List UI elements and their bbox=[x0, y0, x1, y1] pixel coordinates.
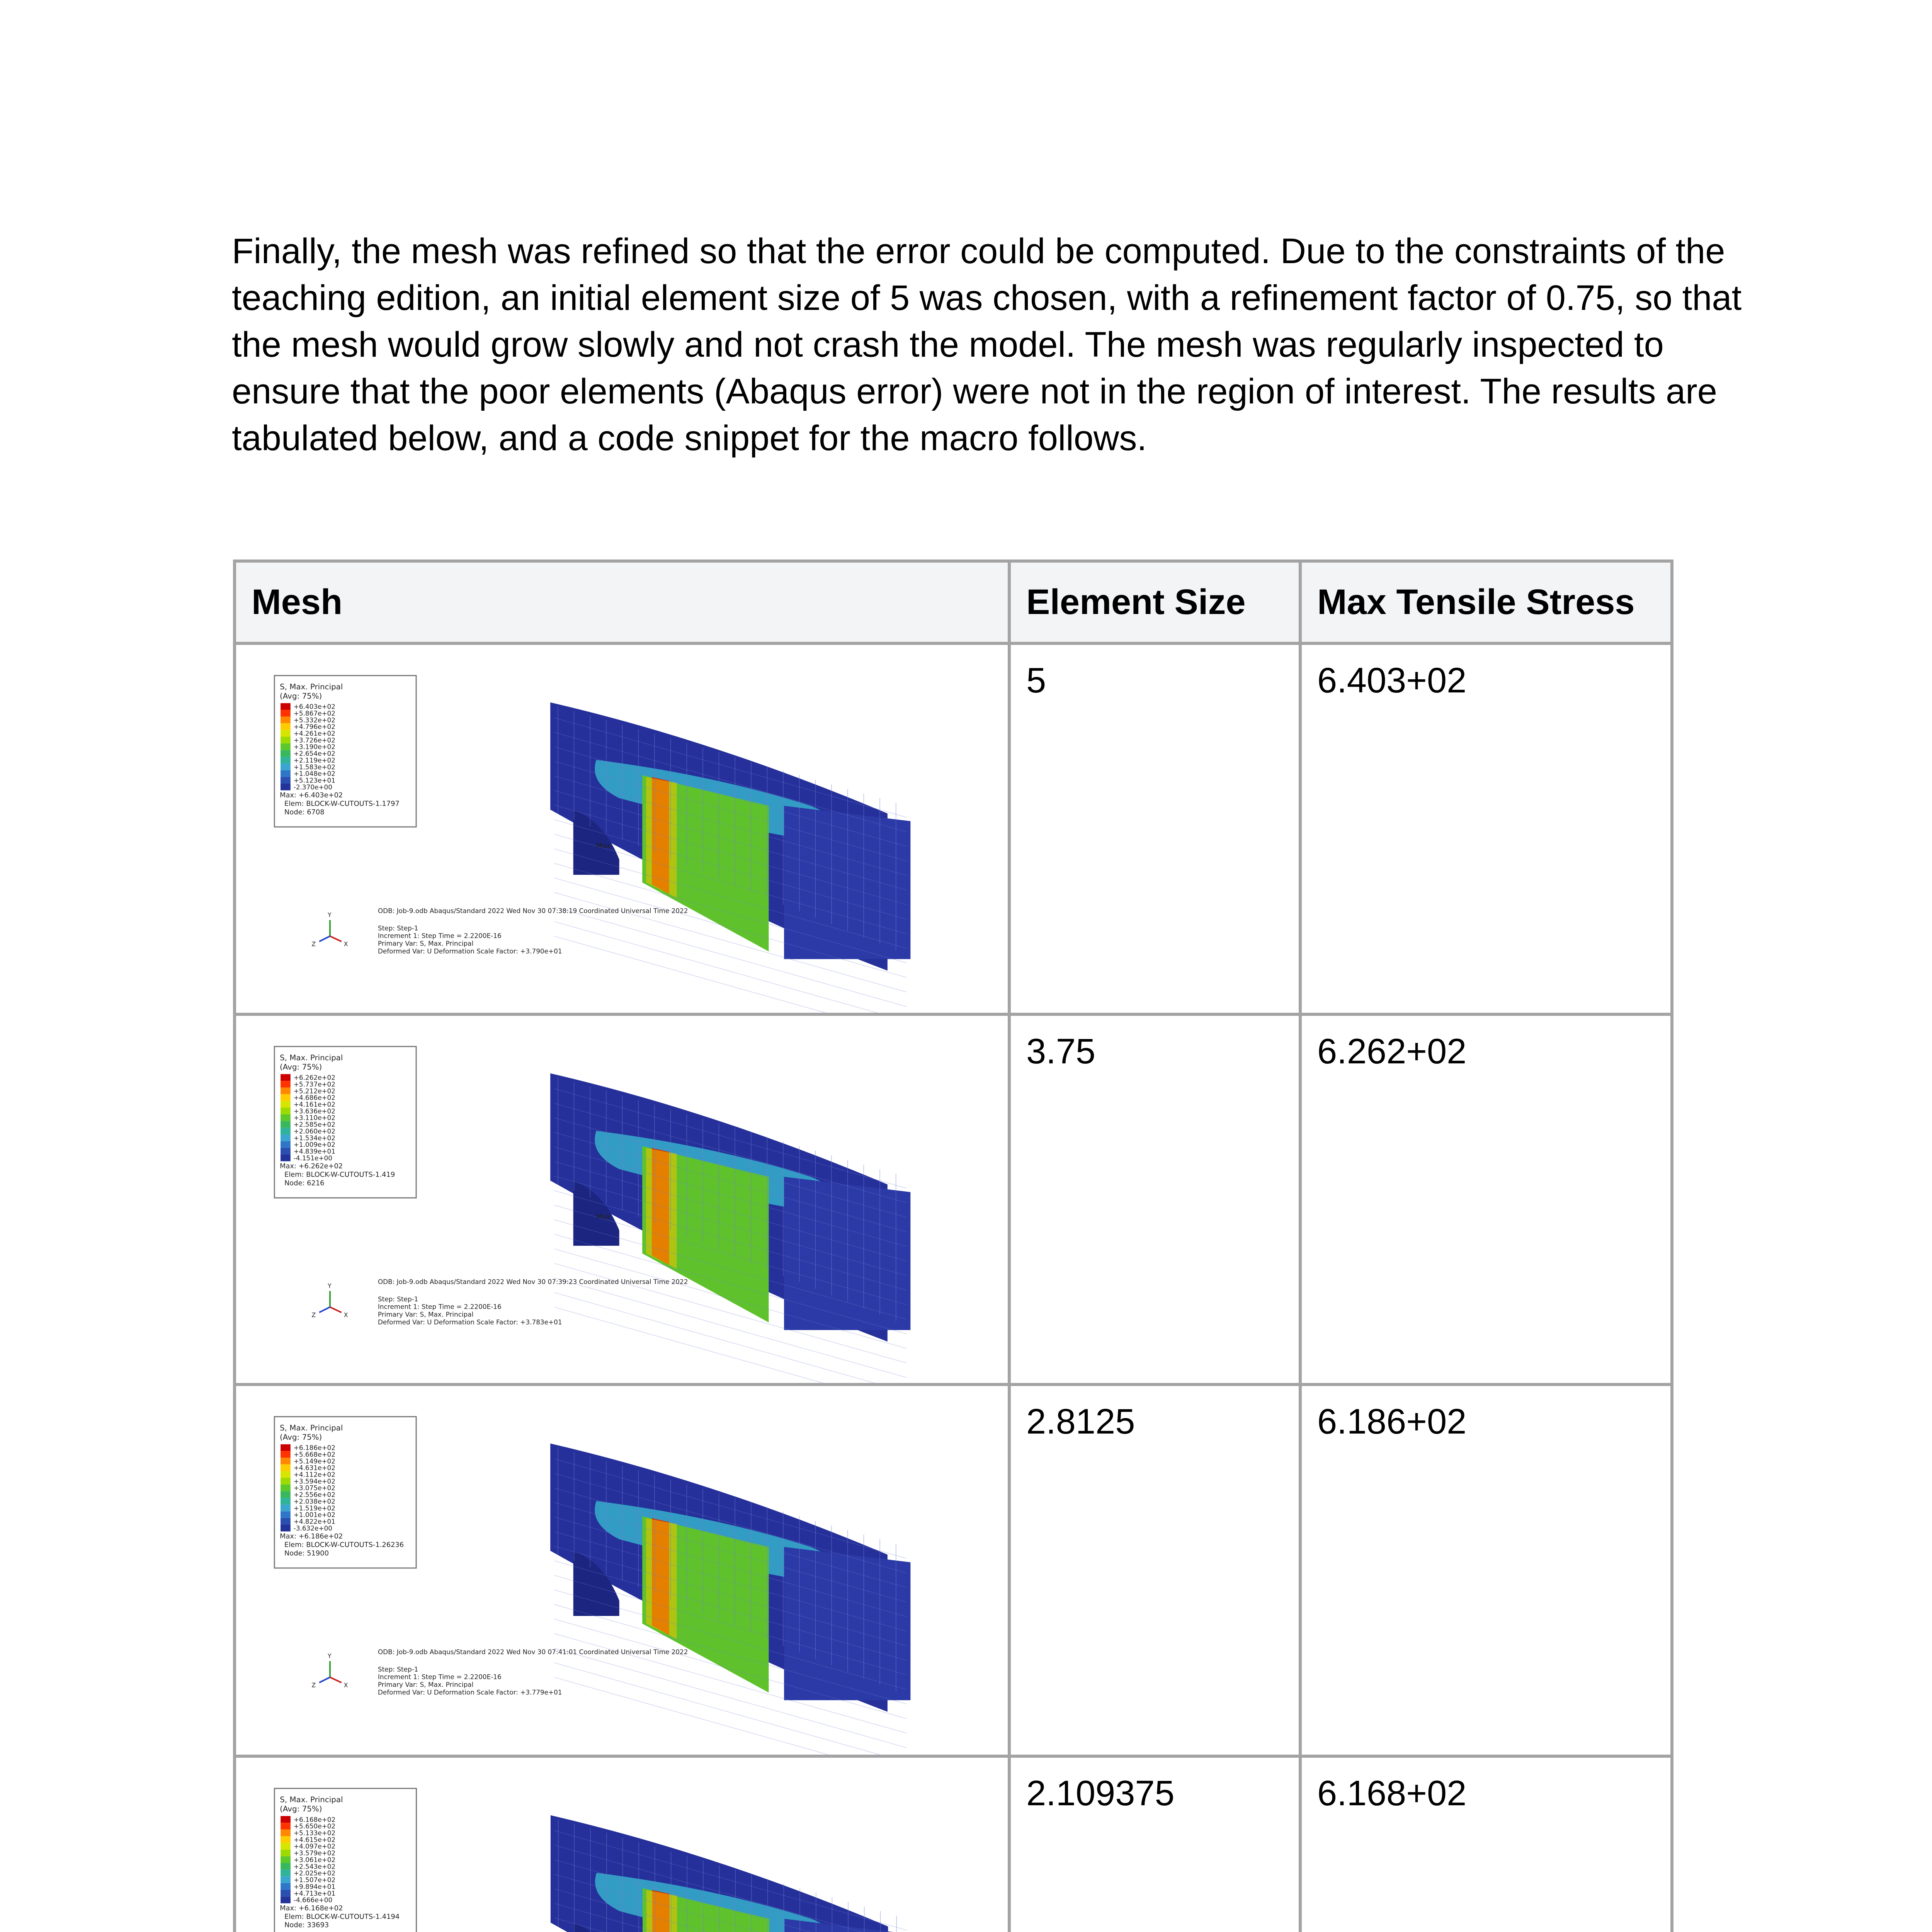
legend-swatch bbox=[281, 1850, 291, 1856]
triad-y-label: Y bbox=[328, 911, 332, 919]
step-info: Step: Step-1 bbox=[378, 924, 418, 932]
primary-var-info: Primary Var: S, Max. Principal bbox=[378, 939, 474, 947]
legend-value: +4.631e+02 bbox=[293, 1464, 336, 1472]
legend-swatch bbox=[281, 1108, 291, 1114]
legend-value: +2.038e+02 bbox=[293, 1497, 336, 1505]
legend-max: Max: +6.403e+02 bbox=[280, 791, 343, 799]
deformed-beam bbox=[550, 1444, 910, 1755]
legend-avg: (Avg: 75%) bbox=[280, 1804, 322, 1813]
triad-z-label: Z bbox=[311, 1311, 316, 1319]
triad-y-label: Y bbox=[328, 1282, 332, 1290]
legend-value: +4.615e+02 bbox=[293, 1835, 336, 1844]
legend-value: +2.585e+02 bbox=[293, 1121, 335, 1129]
legend-max: Max: +6.186e+02 bbox=[280, 1532, 343, 1541]
legend-value: +4.822e+01 bbox=[293, 1517, 336, 1526]
max-marker-label: Max bbox=[596, 842, 611, 850]
legend-node: Node: 6708 bbox=[284, 808, 325, 816]
legend-value: +5.668e+02 bbox=[293, 1450, 336, 1458]
mesh-image-cell bbox=[235, 1014, 1009, 1384]
legend-swatch bbox=[281, 777, 291, 784]
legend-avg: (Avg: 75%) bbox=[280, 691, 322, 701]
deformed-var-info: Deformed Var: U Deformation Scale Factor: +3.779e+01 bbox=[378, 1688, 562, 1696]
triad-x-label: X bbox=[344, 1681, 348, 1689]
legend-value: +3.190e+02 bbox=[293, 743, 335, 751]
results-table bbox=[233, 560, 1673, 1932]
legend-value: +3.636e+02 bbox=[293, 1107, 335, 1115]
legend-elem: Elem: BLOCK-W-CUTOUTS-1.419 bbox=[284, 1170, 395, 1179]
triad-x-label: X bbox=[344, 940, 348, 948]
legend-value: +5.133e+02 bbox=[293, 1829, 336, 1837]
legend-value: +1.009e+02 bbox=[293, 1141, 335, 1149]
legend-value: +2.119e+02 bbox=[293, 756, 335, 764]
legend-max: Max: +6.262e+02 bbox=[280, 1162, 343, 1170]
legend-swatch bbox=[281, 1843, 291, 1849]
legend-swatch bbox=[281, 1148, 291, 1155]
step-info: Step: Step-1 bbox=[378, 1665, 418, 1673]
legend-swatch bbox=[281, 1856, 291, 1863]
odb-info: ODB: Job-9.odb Abaqus/Standard 2022 Wed Nov 30 07:39:23 Coordinated Universal Time 2022 bbox=[378, 1278, 688, 1286]
legend-swatch bbox=[281, 1491, 291, 1498]
odb-info: ODB: Job-9.odb Abaqus/Standard 2022 Wed Nov 30 07:38:19 Coordinated Universal Time 2022 bbox=[378, 907, 688, 915]
legend-swatch bbox=[281, 716, 291, 723]
legend-swatch bbox=[281, 1087, 291, 1094]
legend-value: +5.867e+02 bbox=[293, 709, 335, 717]
intro-paragraph: Finally, the mesh was refined so that the error could be computed. Due to the constraints of the teaching edition, an initial element size of 5 was chosen, with a refinement factor of 0.75, so that the mesh would grow slowly and not crash the model. The mesh was regularly inspected to ensure that the poor elements (Abaqus error) were not in the region of interest. The results are tabulated below, and a code snippet for the macro follows. bbox=[232, 231, 1742, 458]
legend-swatch bbox=[281, 1876, 291, 1883]
odb-info: ODB: Job-9.odb Abaqus/Standard 2022 Wed Nov 30 07:41:01 Coordinated Universal Time 2022 bbox=[378, 1648, 688, 1656]
triad-y-label: Y bbox=[328, 1652, 332, 1660]
fea-contour-plot bbox=[236, 1016, 1011, 1383]
beam-end-block bbox=[784, 1547, 910, 1701]
legend-swatch bbox=[281, 1081, 291, 1087]
max-marker-label: Max bbox=[596, 1213, 611, 1221]
legend-avg: (Avg: 75%) bbox=[280, 1432, 322, 1442]
legend-swatch bbox=[281, 1141, 291, 1148]
legend-swatch bbox=[281, 1485, 291, 1491]
legend-value: +5.650e+02 bbox=[293, 1822, 336, 1830]
legend-swatch bbox=[281, 1816, 291, 1823]
legend-swatch bbox=[281, 1128, 291, 1134]
triad-z-label: Z bbox=[311, 1681, 316, 1689]
header-max-tensile-stress: Max Tensile Stress bbox=[1300, 561, 1672, 643]
table-row bbox=[235, 1756, 1672, 1932]
legend-value: +4.112e+02 bbox=[293, 1471, 336, 1479]
legend-node: Node: 51900 bbox=[284, 1549, 329, 1558]
legend-swatch bbox=[281, 1134, 291, 1141]
legend-elem: Elem: BLOCK-W-CUTOUTS-1.4194 bbox=[284, 1912, 400, 1921]
increment-info: Increment 1: Step Time = 2.2200E-16 bbox=[378, 1303, 502, 1311]
fea-contour-plot bbox=[236, 645, 1011, 1013]
legend-node: Node: 33693 bbox=[284, 1921, 329, 1929]
element-size-cell: 5 bbox=[1009, 643, 1300, 1014]
deformed-beam bbox=[550, 1073, 910, 1383]
legend-value: +5.149e+02 bbox=[293, 1457, 336, 1465]
primary-var-info: Primary Var: S, Max. Principal bbox=[378, 1680, 474, 1689]
legend-swatch bbox=[281, 770, 291, 777]
max-stress-cell: 6.168+02 bbox=[1300, 1756, 1672, 1932]
table-row bbox=[235, 1014, 1672, 1384]
triad-x-label: X bbox=[344, 1311, 348, 1319]
step-info: Step: Step-1 bbox=[378, 1295, 418, 1303]
coordinate-triad-icon bbox=[319, 920, 342, 942]
element-size-cell: 2.109375 bbox=[1009, 1756, 1300, 1932]
legend-swatch bbox=[281, 1511, 291, 1518]
legend-swatch bbox=[281, 1114, 291, 1121]
legend-value: +3.061e+02 bbox=[293, 1855, 336, 1864]
mesh-image-cell bbox=[235, 1756, 1009, 1932]
legend-value: +3.579e+02 bbox=[293, 1849, 336, 1857]
legend-value: +4.097e+02 bbox=[293, 1842, 336, 1850]
legend-swatch bbox=[281, 1890, 291, 1896]
beam-end-block bbox=[784, 1177, 910, 1330]
legend-swatch bbox=[281, 1155, 291, 1161]
legend-swatch bbox=[281, 1464, 291, 1471]
legend-swatch bbox=[281, 1830, 291, 1836]
deformed-var-info: Deformed Var: U Deformation Scale Factor: +3.790e+01 bbox=[378, 947, 562, 955]
legend-swatch bbox=[281, 1823, 291, 1829]
legend-swatch bbox=[281, 710, 291, 716]
legend-swatch bbox=[281, 1518, 291, 1525]
mesh-image-cell bbox=[235, 643, 1009, 1014]
legend-swatch bbox=[281, 1101, 291, 1107]
deformed-beam bbox=[550, 702, 910, 1013]
stress-band-yellow bbox=[646, 1890, 677, 1932]
legend-swatch bbox=[281, 1836, 291, 1843]
legend-value: +2.556e+02 bbox=[293, 1491, 336, 1499]
legend-value: +3.726e+02 bbox=[293, 736, 335, 744]
table-row bbox=[235, 1384, 1672, 1756]
beam-end-block bbox=[784, 806, 910, 959]
legend-swatch bbox=[281, 757, 291, 764]
legend-value: +1.583e+02 bbox=[293, 763, 335, 771]
stress-band-yellow bbox=[646, 1518, 677, 1639]
legend-value: -3.632e+00 bbox=[293, 1524, 332, 1532]
fea-contour-plot bbox=[236, 1758, 1011, 1932]
element-size-cell: 2.8125 bbox=[1009, 1384, 1300, 1756]
legend-value: +4.686e+02 bbox=[293, 1094, 335, 1102]
mesh-image-cell bbox=[235, 1384, 1009, 1756]
legend-value: -2.370e+00 bbox=[293, 783, 332, 791]
legend-swatch bbox=[281, 1883, 291, 1890]
max-stress-cell: 6.403+02 bbox=[1300, 643, 1672, 1014]
max-stress-cell: 6.186+02 bbox=[1300, 1384, 1672, 1756]
legend-swatch bbox=[281, 737, 291, 743]
legend-value: +2.025e+02 bbox=[293, 1869, 336, 1877]
stress-band-yellow bbox=[646, 1148, 677, 1269]
legend-value: -4.666e+00 bbox=[293, 1896, 333, 1904]
legend-swatch bbox=[281, 1863, 291, 1869]
coordinate-triad-icon bbox=[319, 1291, 342, 1313]
legend-swatch bbox=[281, 1525, 291, 1531]
legend-value: +2.543e+02 bbox=[293, 1862, 336, 1871]
legend-value: +1.519e+02 bbox=[293, 1504, 336, 1512]
legend-elem: Elem: BLOCK-W-CUTOUTS-1.1797 bbox=[284, 799, 400, 808]
legend-value: +4.839e+01 bbox=[293, 1147, 335, 1155]
legend-swatch bbox=[281, 1451, 291, 1458]
legend-value: +6.168e+02 bbox=[293, 1815, 336, 1823]
coordinate-triad-icon bbox=[319, 1661, 342, 1683]
legend-swatch bbox=[281, 1896, 291, 1903]
primary-var-info: Primary Var: S, Max. Principal bbox=[378, 1310, 474, 1318]
legend-value: +4.161e+02 bbox=[293, 1100, 335, 1109]
legend-title: S, Max. Principal bbox=[280, 1795, 343, 1804]
legend-swatch bbox=[281, 703, 291, 710]
header-mesh: Mesh bbox=[235, 561, 1009, 643]
legend-elem: Elem: BLOCK-W-CUTOUTS-1.26236 bbox=[284, 1541, 404, 1549]
legend-node: Node: 6216 bbox=[284, 1179, 325, 1187]
legend-swatch bbox=[281, 784, 291, 790]
legend-value: +4.261e+02 bbox=[293, 730, 335, 738]
legend-value: +3.075e+02 bbox=[293, 1484, 336, 1492]
legend-value: +1.001e+02 bbox=[293, 1511, 336, 1519]
legend-swatch bbox=[281, 764, 291, 770]
legend-value: +3.110e+02 bbox=[293, 1114, 335, 1122]
stress-band-yellow bbox=[646, 777, 677, 898]
legend-value: +5.123e+01 bbox=[293, 776, 335, 784]
legend-swatch bbox=[281, 1478, 291, 1485]
legend-value: +5.212e+02 bbox=[293, 1087, 335, 1095]
legend-value: +4.796e+02 bbox=[293, 723, 335, 731]
legend-value: +9.894e+01 bbox=[293, 1883, 336, 1891]
legend-swatch bbox=[281, 1498, 291, 1505]
legend-value: +6.403e+02 bbox=[293, 702, 335, 711]
legend-max: Max: +6.168e+02 bbox=[280, 1904, 343, 1913]
legend-title: S, Max. Principal bbox=[280, 1423, 343, 1433]
legend-swatch bbox=[281, 723, 291, 730]
legend-swatch bbox=[281, 1094, 291, 1101]
legend-value: +6.186e+02 bbox=[293, 1444, 336, 1452]
legend-swatch bbox=[281, 1074, 291, 1081]
deformed-beam bbox=[551, 1815, 911, 1932]
table-header-row bbox=[235, 561, 1672, 643]
legend-swatch bbox=[281, 1870, 291, 1876]
legend-value: +2.060e+02 bbox=[293, 1127, 335, 1135]
increment-info: Increment 1: Step Time = 2.2200E-16 bbox=[378, 932, 502, 940]
triad-z-label: Z bbox=[311, 940, 316, 948]
legend-value: +1.507e+02 bbox=[293, 1876, 336, 1884]
legend-swatch bbox=[281, 1505, 291, 1511]
legend-swatch bbox=[281, 730, 291, 736]
legend-value: +5.737e+02 bbox=[293, 1080, 335, 1088]
legend-value: +1.534e+02 bbox=[293, 1134, 335, 1142]
element-size-cell: 3.75 bbox=[1009, 1014, 1300, 1384]
legend-value: -4.151e+00 bbox=[293, 1154, 332, 1162]
legend-value: +1.048e+02 bbox=[293, 770, 335, 778]
legend-swatch bbox=[281, 1471, 291, 1478]
legend-avg: (Avg: 75%) bbox=[280, 1062, 322, 1071]
header-element-size: Element Size bbox=[1009, 561, 1300, 643]
max-stress-cell: 6.262+02 bbox=[1300, 1014, 1672, 1384]
table-row bbox=[235, 643, 1672, 1014]
legend-value: +2.654e+02 bbox=[293, 750, 335, 758]
legend-value: +5.332e+02 bbox=[293, 716, 335, 724]
increment-info: Increment 1: Step Time = 2.2200E-16 bbox=[378, 1673, 502, 1681]
legend-value: +6.262e+02 bbox=[293, 1073, 335, 1082]
legend-value: +3.594e+02 bbox=[293, 1477, 336, 1485]
fea-contour-plot bbox=[236, 1386, 1011, 1755]
legend-swatch bbox=[281, 1458, 291, 1464]
legend-swatch bbox=[281, 743, 291, 750]
legend-swatch bbox=[281, 1121, 291, 1128]
deformed-var-info: Deformed Var: U Deformation Scale Factor: +3.783e+01 bbox=[378, 1318, 562, 1326]
legend-title: S, Max. Principal bbox=[280, 682, 343, 692]
legend-value: +4.713e+01 bbox=[293, 1889, 336, 1897]
legend-title: S, Max. Principal bbox=[280, 1053, 343, 1063]
legend-swatch bbox=[281, 750, 291, 757]
legend-swatch bbox=[281, 1444, 291, 1451]
